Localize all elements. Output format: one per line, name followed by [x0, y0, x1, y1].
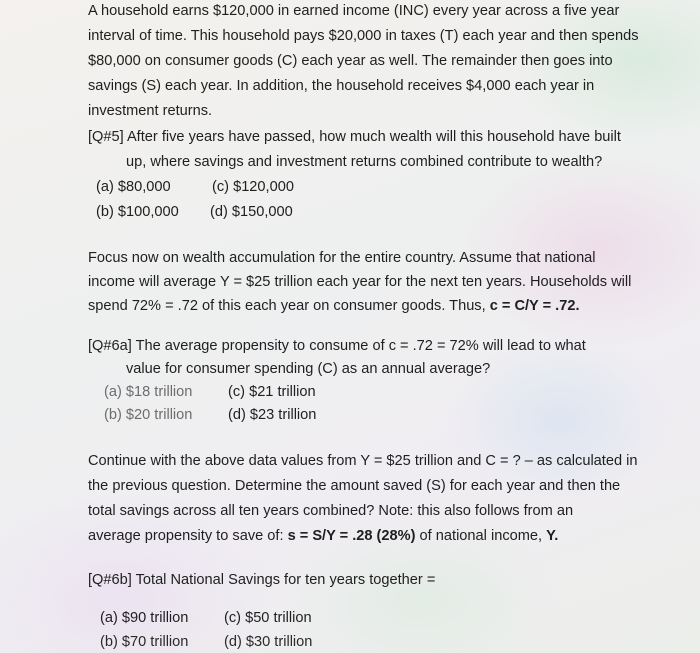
- q5-option-c: (c) $120,000: [212, 179, 294, 195]
- continue-line-4-text: average propensity to save of:: [88, 528, 288, 544]
- focus-line-3: [88, 297, 580, 315]
- focus-line-3-text: spend 72% = .72 of this each year on consumer goods. Thus,: [88, 298, 490, 314]
- continue-line-4-mid: of national income,: [415, 528, 547, 544]
- q6a-option-a: [104, 383, 192, 401]
- continue-line-1: Continue with the above data values from Y = $25 trillion and C = ? – as calculated in: [88, 453, 638, 469]
- q5-line-2: up, where savings and investment returns combined contribute to wealth?: [126, 154, 603, 170]
- intro-line-1: A household earns $120,000 in earned income (INC) every year across a five year: [88, 3, 620, 19]
- continue-aps-formula: s = S/Y = .28 (28%): [287, 528, 416, 544]
- q6b-option-c: (c) $50 trillion: [224, 610, 312, 626]
- intro-line-5: investment returns.: [88, 103, 213, 119]
- focus-apc-formula: c = C/Y = .72.: [489, 298, 580, 314]
- q6b-line-1: [Q#6b] Total National Savings for ten years together =: [88, 572, 436, 588]
- q5-option-a: (a) $80,000: [96, 179, 171, 195]
- continue-line-4: [88, 527, 558, 545]
- intro-line-2: interval of time. This household pays $20,000 in taxes (T) each year and then spends: [88, 28, 639, 44]
- intro-line-4: savings (S) each year. In addition, the household receives $4,000 each year in: [88, 78, 595, 94]
- q6a-option-b-text: (b) $20 trillion: [104, 407, 193, 423]
- q5-option-d: (d) $150,000: [210, 204, 293, 220]
- q5-line-1: [Q#5] After five years have passed, how much wealth will this household have built: [88, 129, 621, 145]
- q6a-option-a-text: (a) $18 trillion: [104, 384, 193, 400]
- q6a-option-b: [104, 406, 192, 424]
- q5-option-b: (b) $100,000: [96, 204, 179, 220]
- q6b-option-a: (a) $90 trillion: [100, 610, 189, 626]
- continue-line-3: total savings across all ten years combined? Note: this also follows from an: [88, 503, 574, 519]
- q6b-option-d: (d) $30 trillion: [224, 634, 313, 650]
- continue-y-symbol: Y.: [546, 528, 559, 544]
- continue-line-2: the previous question. Determine the amount saved (S) for each year and then the: [88, 478, 621, 494]
- q6a-line-2: value for consumer spending (C) as an annual average?: [126, 361, 491, 377]
- focus-line-1: Focus now on wealth accumulation for the entire country. Assume that national: [88, 250, 596, 266]
- q6a-option-d: (d) $23 trillion: [228, 407, 317, 423]
- intro-line-3: $80,000 on consumer goods (C) each year as well. The remainder then goes into: [88, 53, 613, 69]
- focus-line-2: income will average Y = $25 trillion each year for the next ten years. Households will: [88, 274, 632, 290]
- q6b-option-b: (b) $70 trillion: [100, 634, 189, 650]
- q6a-option-c: (c) $21 trillion: [228, 384, 316, 400]
- q6a-line-1: [Q#6a] The average propensity to consume of c = .72 = 72% will lead to what: [88, 338, 586, 354]
